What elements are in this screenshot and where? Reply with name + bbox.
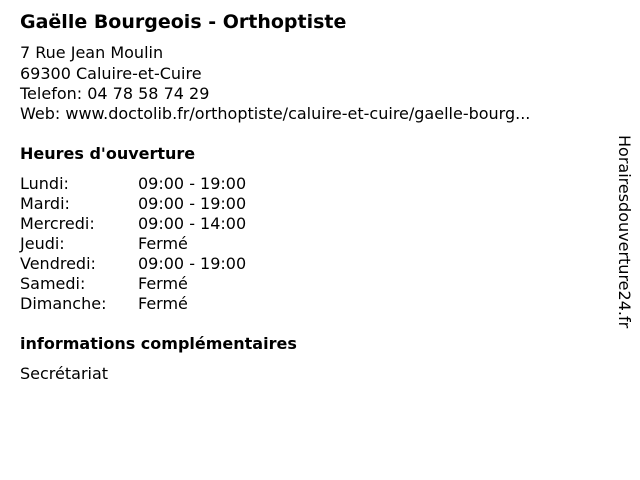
additional-info-heading: informations complémentaires [20, 334, 297, 353]
opening-hours-heading: Heures d'ouverture [20, 144, 196, 163]
additional-info-text: Secrétariat [20, 364, 109, 383]
day-label: Jeudi: [20, 234, 65, 253]
business-name: Gaëlle Bourgeois - Orthoptiste [20, 11, 347, 33]
day-hours: Fermé [138, 294, 188, 313]
day-label: Vendredi: [20, 254, 96, 273]
website-link[interactable]: Web: www.doctolib.fr/orthoptiste/caluire-et-cuire/gaelle-bourg... [20, 104, 531, 123]
address-street: 7 Rue Jean Moulin [20, 43, 164, 62]
day-label: Lundi: [20, 174, 69, 193]
day-label: Samedi: [20, 274, 86, 293]
day-hours: Fermé [138, 234, 188, 253]
day-hours: 09:00 - 19:00 [138, 254, 247, 273]
day-hours: 09:00 - 14:00 [138, 214, 247, 233]
day-label: Dimanche: [20, 294, 107, 313]
phone-number: Telefon: 04 78 58 74 29 [20, 84, 210, 103]
day-hours: Fermé [138, 274, 188, 293]
day-label: Mercredi: [20, 214, 95, 233]
day-label: Mardi: [20, 194, 70, 213]
day-hours: 09:00 - 19:00 [138, 194, 247, 213]
address-city: 69300 Caluire-et-Cuire [20, 64, 202, 83]
site-watermark: Horairesdouverture24.fr [615, 135, 634, 329]
day-hours: 09:00 - 19:00 [138, 174, 247, 193]
